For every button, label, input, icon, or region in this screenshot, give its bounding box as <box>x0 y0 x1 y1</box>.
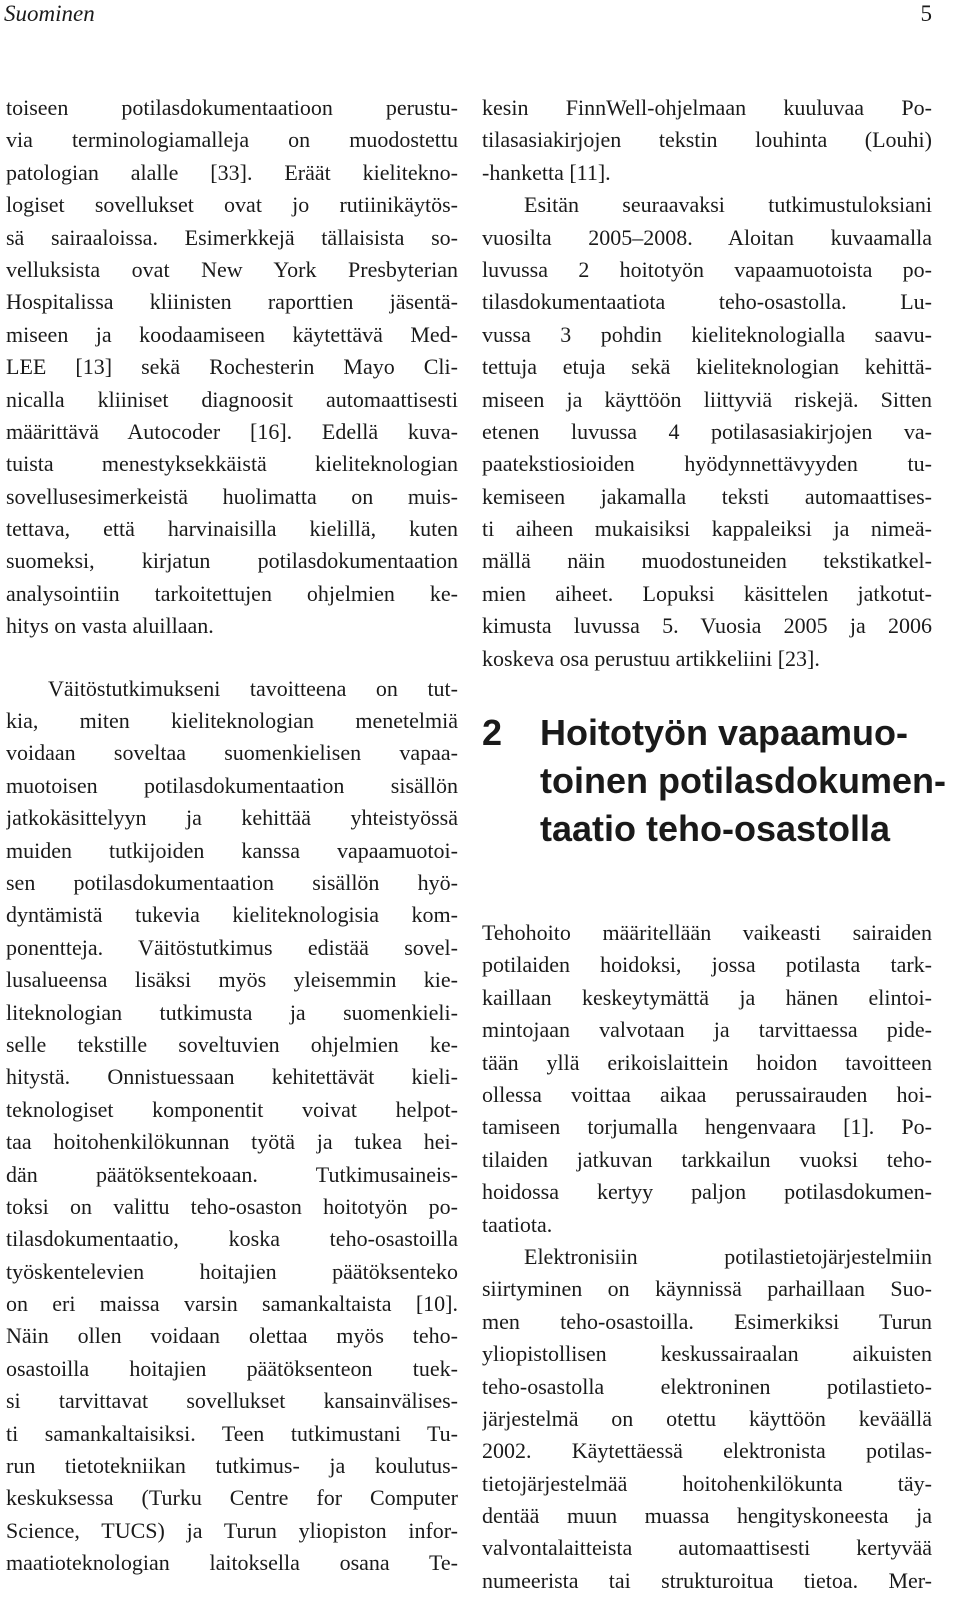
text-line: Science, TUCS) ja Turun yliopiston infor- <box>6 1517 458 1543</box>
text-line: kia, miten kieliteknologian menetelmiä <box>6 708 458 734</box>
text-line: hitys on vasta aluillaan. <box>6 613 214 639</box>
text-line: vussa 3 pohdin kieliteknologialla saavu- <box>482 321 932 347</box>
section-heading <box>482 709 947 869</box>
text-line: dän päätöksentekoaan. Tutkimusaineis- <box>6 1161 458 1187</box>
text-line: tilasdokumentaatiota teho-osastolla. Lu- <box>482 289 932 315</box>
text-line: etenen luvussa 4 potilasasiakirjojen va- <box>482 418 932 444</box>
text-line: taatiota. <box>482 1211 553 1237</box>
text-line: järjestelmä on otettu käyttöön keväällä <box>482 1405 932 1431</box>
paragraph <box>6 673 458 1580</box>
page-header <box>0 0 960 32</box>
text-line: maatioteknologian laitoksella osana Te- <box>6 1550 458 1576</box>
text-line: numeerista tai strukturoitua tietoa. Mer- <box>482 1567 932 1593</box>
text-line: tilasasiakirjojen tekstin louhinta (Louhi) <box>482 127 932 153</box>
text-line: logiset sovellukset ovat jo rutiinikäytös- <box>6 192 458 218</box>
text-line: analysointiin tarkoitettujen ohjelmien ke- <box>6 580 458 606</box>
text-line: voidaan soveltaa suomenkielisen vapaa- <box>6 740 458 766</box>
text-line: tilaiden jatkuvan tarkkailun vuoksi teho- <box>482 1146 932 1172</box>
text-line: tilasdokumentaatio, koska teho-osastoilla <box>6 1226 458 1252</box>
running-head: Suominen <box>4 1 95 26</box>
text-line: Hospitalissa kliinisten raporttien jäsentä- <box>6 289 458 315</box>
text-line: tettuja etuja sekä kieliteknologian kehittä- <box>482 354 932 380</box>
text-line: men teho-osastoilla. Esimerkiksi Turun <box>482 1308 932 1334</box>
right-column <box>482 92 947 1597</box>
section-title-line: Hoitotyön vapaamuo- <box>540 712 909 754</box>
text-line: muiden tutkijoiden kanssa vapaamuotoi- <box>6 837 458 863</box>
text-line: ponentteja. Väitöstutkimus edistää sovel- <box>6 934 458 960</box>
text-line: hitystä. Onnistuessaan kehitettävät kieli- <box>6 1064 458 1090</box>
paragraph <box>482 917 932 1241</box>
text-line: ollessa voittaa aikaa perussairauden hoi- <box>482 1081 932 1107</box>
text-line: tettava, että harvinaisilla kielillä, kuten <box>6 516 458 542</box>
text-line: Väitöstutkimukseni tavoitteena on tut- <box>48 675 458 701</box>
text-line: selle tekstille soveltuvien ohjelmien ke- <box>6 1031 458 1057</box>
left-column <box>6 92 458 1580</box>
paragraph <box>6 92 458 643</box>
text-line: liteknologian tutkimusta ja suomenkieli- <box>6 999 458 1025</box>
text-line: osastoilla hoitajien päätöksenteon tuek- <box>6 1355 458 1381</box>
text-line: teknologiset komponentit voivat helpot- <box>6 1096 458 1122</box>
text-line: patologian alalle [33]. Eräät kielitekno- <box>6 159 458 185</box>
paragraph <box>482 189 932 675</box>
text-line: Esitän seuraavaksi tutkimustuloksiani <box>524 192 932 218</box>
text-line: on eri maissa varsin samankaltaista [10]. <box>6 1291 458 1317</box>
text-line: Näin ollen voidaan olettaa myös teho- <box>6 1323 458 1349</box>
text-line: Tehohoito määritellään vaikeasti sairaiden <box>482 920 932 946</box>
text-line: sä sairaaloissa. Esimerkkejä tällaisista so- <box>6 224 458 250</box>
text-line: via terminologiamalleja on muodostettu <box>6 127 458 153</box>
text-line: si tarvittavat sovellukset kansainvälises- <box>6 1388 458 1414</box>
text-line: potilaiden hoidoksi, jossa potilasta tark- <box>482 952 932 978</box>
text-line: mintojaan valvotaan ja tarvittaessa pide- <box>482 1017 932 1043</box>
text-line: mien aiheet. Lopuksi käsittelen jatkotut- <box>482 580 932 606</box>
paragraph <box>482 92 932 189</box>
text-line: miseen ja koodaamiseen käytettävä Med- <box>6 321 458 347</box>
text-line: työskentelevien hoitajien päätöksenteko <box>6 1258 458 1284</box>
text-line: siirtyminen on käynnissä parhaillaan Suo- <box>482 1276 932 1302</box>
text-line: jatkokäsittelyyn ja kehittää yhteistyössä <box>6 805 458 831</box>
text-line: tuista menestyksekkäistä kieliteknologian <box>6 451 458 477</box>
text-line: toksi on valittu teho-osaston hoitotyön po- <box>6 1193 458 1219</box>
section-number: 2 <box>482 712 503 754</box>
text-line: Elektronisiin potilastietojärjestelmiin <box>524 1243 932 1269</box>
text-line: paatekstiosioiden hyödynnettävyyden tu- <box>482 451 932 477</box>
text-line: -hanketta [11]. <box>482 159 611 185</box>
section-title-line: toinen potilasdokumen- <box>540 760 947 802</box>
text-line: tietojärjestelmää hoitohenkilökunta täy- <box>482 1470 932 1496</box>
text-line: LEE [13] sekä Rochesterin Mayo Cli- <box>6 354 458 380</box>
text-line: sovellusesimerkeistä huolimatta on muis- <box>6 483 458 509</box>
text-line: miseen ja käyttöön liittyviä riskejä. Sitten <box>482 386 932 412</box>
paragraph <box>482 1241 932 1597</box>
text-line: kesin FinnWell-ohjelmaan kuuluvaa Po- <box>482 95 932 120</box>
text-line: nicalla kliiniset diagnoosit automaattisesti <box>6 386 458 412</box>
text-line: kemiseen jakamalla teksti automaattises- <box>482 483 932 509</box>
text-line: yliopistollisen keskussairaalan aikuisten <box>482 1341 932 1367</box>
text-line: tamiseen torjumalla hengenvaara [1]. Po- <box>482 1114 932 1140</box>
text-line: ti aiheen mukaisiksi kappaleiksi ja nimeä- <box>482 516 932 542</box>
text-line: velluksista ovat New York Presbyterian <box>6 256 458 282</box>
text-line: toiseen potilasdokumentaatioon perustu- <box>6 95 458 120</box>
text-line: tään yllä erikoislaittein hoidon tavoitteen <box>482 1049 932 1075</box>
text-line: sen potilasdokumentaation sisällön hyö- <box>6 869 458 895</box>
text-line: teho-osastolla elektroninen potilastieto- <box>482 1373 932 1399</box>
text-line: vuosilta 2005–2008. Aloitan kuvaamalla <box>482 224 932 250</box>
text-line: dentää muun muassa hengityskoneesta ja <box>482 1503 932 1529</box>
text-line: hoidossa kertyy paljon potilasdokumen- <box>482 1179 932 1205</box>
text-line: mällä näin muodostuneiden tekstikatkel- <box>482 548 932 574</box>
text-line: luvussa 2 hoitotyön vapaamuotoista po- <box>482 256 932 282</box>
text-line: määrittävä Autocoder [16]. Edellä kuva- <box>6 418 458 444</box>
text-line: run tietotekniikan tutkimus- ja koulutus- <box>6 1453 458 1479</box>
text-line: koskeva osa perustuu artikkeliini [23]. <box>482 645 820 671</box>
text-line: taa hoitohenkilökunnan työtä ja tukea hei- <box>6 1129 458 1155</box>
text-line: 2002. Käytettäessä elektronista potilas- <box>482 1438 932 1464</box>
page-number: 5 <box>920 1 932 26</box>
text-line: lusalueensa lisäksi myös yleisemmin kie- <box>6 967 458 993</box>
text-line: kimusta luvussa 5. Vuosia 2005 ja 2006 <box>482 613 932 639</box>
section-title-line: taatio teho-osastolla <box>540 808 891 850</box>
text-line: valvontalaitteista automaattisesti kertyvää <box>482 1535 932 1561</box>
text-line: ti samankaltaisiksi. Teen tutkimustani Tu- <box>6 1420 458 1446</box>
text-line: keskuksessa (Turku Centre for Computer <box>6 1485 458 1511</box>
text-line: suomeksi, kirjatun potilasdokumentaation <box>6 548 458 574</box>
text-line: muotoisen potilasdokumentaation sisällön <box>6 772 458 798</box>
text-line: kaillaan keskeytymättä ja hänen elintoi- <box>482 984 932 1010</box>
text-line: dyntämistä tukevia kieliteknologisia kom- <box>6 902 458 928</box>
